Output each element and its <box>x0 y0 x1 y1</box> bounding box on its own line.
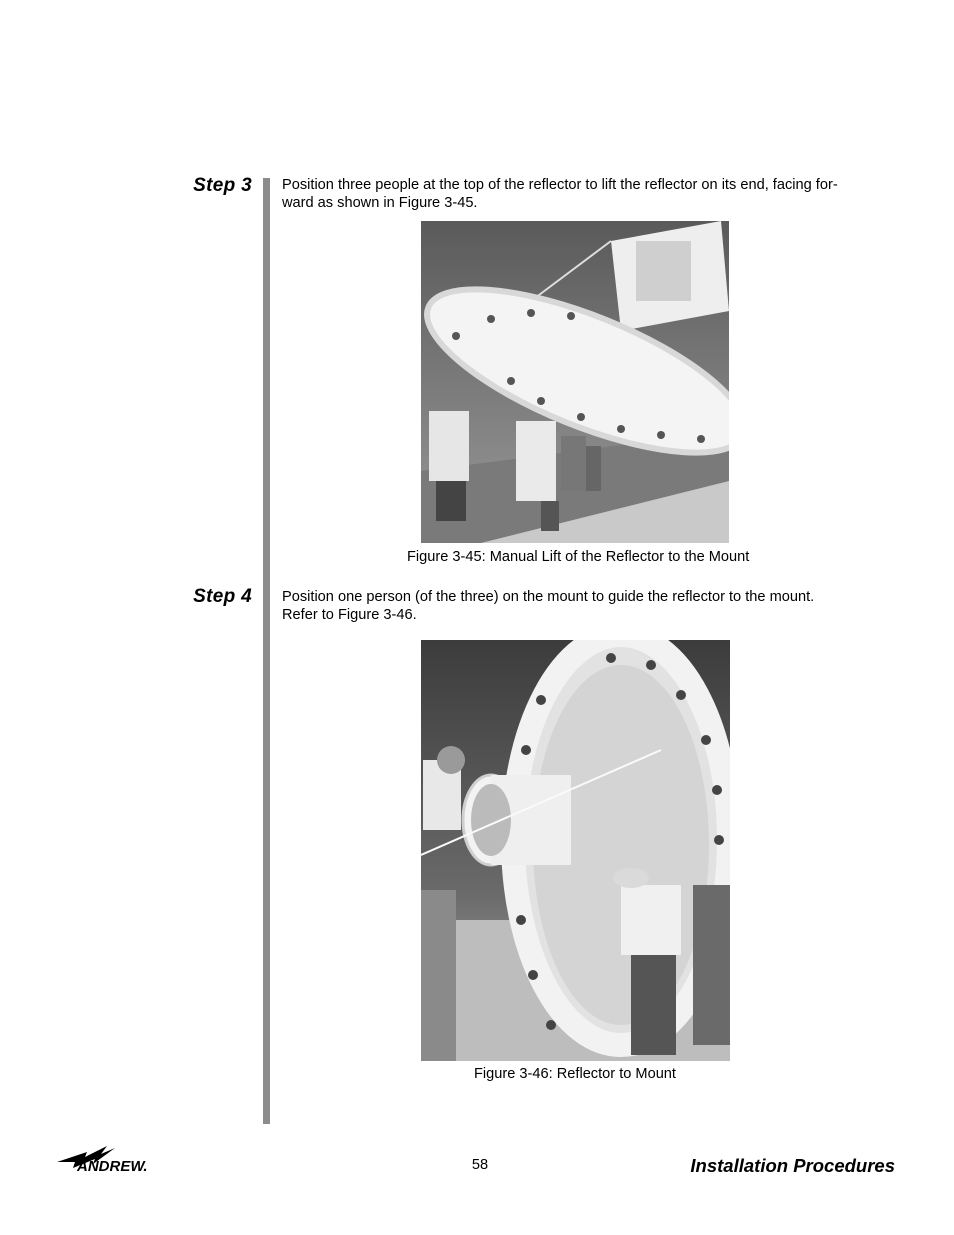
step-4-text-line-1: Position one person (of the three) on the mount to guide the reflector to the mount. <box>282 589 815 605</box>
figure-3-45-caption: Figure 3-45: Manual Lift of the Reflector to the Mount <box>407 549 750 565</box>
figure-3-45-photo <box>421 221 729 543</box>
step-3-text-line-1: Position three people at the top of the reflector to lift the reflector on its end, facing for- <box>282 177 838 193</box>
step-3-text-line-2: ward as shown in Figure 3-45. <box>282 195 478 211</box>
margin-rule <box>263 178 270 1124</box>
step-4-label: Step 4 <box>193 586 252 607</box>
andrew-logo <box>55 1140 175 1176</box>
page-number: 58 <box>471 1157 489 1173</box>
figure-3-46-caption: Figure 3-46: Reflector to Mount <box>474 1066 676 1082</box>
svg-text:ANDREW.: ANDREW. <box>77 1158 148 1175</box>
section-title: Installation Procedures <box>690 1155 895 1176</box>
step-3-text <box>282 176 892 212</box>
step-4-text-line-2: Refer to Figure 3-46. <box>282 607 417 623</box>
step-4-text <box>282 588 892 624</box>
step-3-label: Step 3 <box>193 175 252 196</box>
figure-3-46-photo <box>421 640 730 1061</box>
